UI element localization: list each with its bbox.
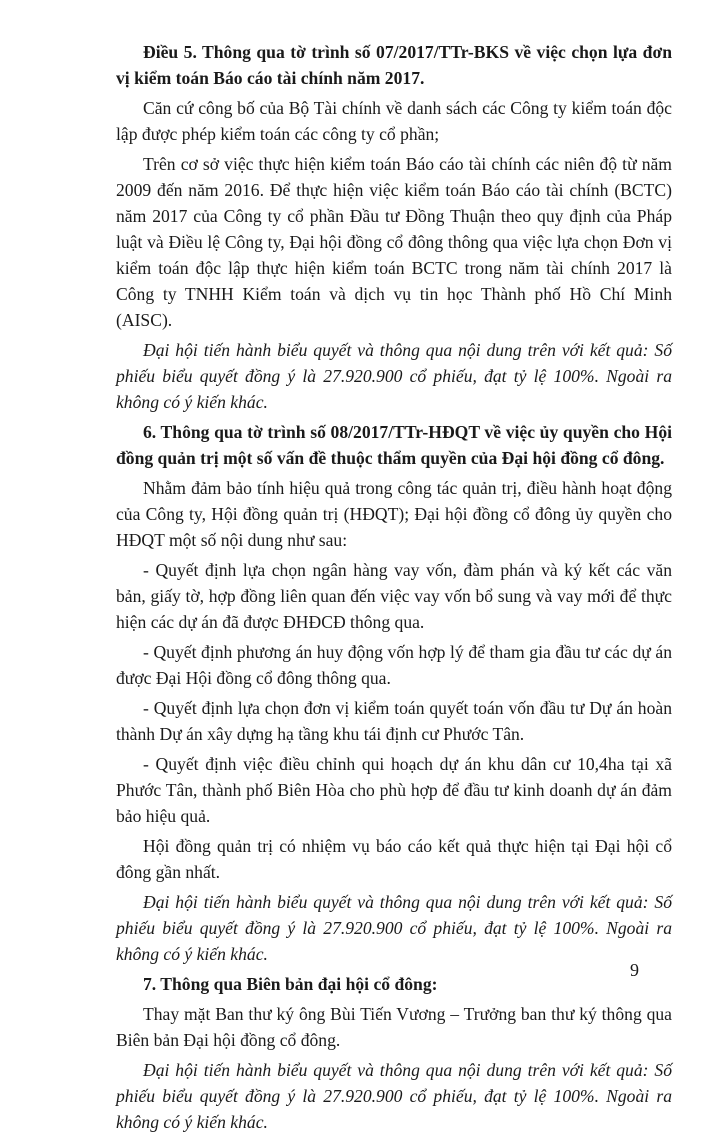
voting-result-6: Đại hội tiến hành biểu quyết và thông qua nội dung trên với kết quả: Số phiếu biểu quyết đồng ý là 27.920.900 cổ phiếu, đạt tỷ lệ 100%. Ngoài ra không có ý kiến khác. xyxy=(116,892,672,964)
voting-result-5: Đại hội tiến hành biểu quyết và thông qua nội dung trên với kết quả: Số phiếu biểu quyết đồng ý là 27.920.900 cổ phiếu, đạt tỷ lệ 100%. Ngoài ra không có ý kiến khác. xyxy=(116,340,672,412)
page-number: 9 xyxy=(630,960,639,980)
paragraph-basis: Căn cứ công bố của Bộ Tài chính về danh sách các Công ty kiểm toán độc lập được phép kiểm toán các công ty cổ phần; xyxy=(116,98,672,144)
section-7-heading: 7. Thông qua Biên bản đại hội cổ đông: xyxy=(143,974,438,994)
list-item-planning: - Quyết định việc điều chỉnh qui hoạch dự án khu dân cư 10,4ha tại xã Phước Tân, thành phố Biên Hòa cho phù hợp để đầu tư kinh doanh dự án đảm bảo hiệu quả. xyxy=(116,754,672,826)
document-body xyxy=(116,38,672,1139)
section-6-heading: 6. Thông qua tờ trình số 08/2017/TTr-HĐQT về việc ủy quyền cho Hội đồng quản trị một số vấn đề thuộc thẩm quyền của Đại hội đồng cổ đông. xyxy=(116,422,672,468)
list-item-audit-unit: - Quyết định lựa chọn đơn vị kiểm toán quyết toán vốn đầu tư Dự án hoàn thành Dự án xây dựng hạ tầng khu tái định cư Phước Tân. xyxy=(116,698,672,744)
paragraph-authorization: Nhằm đảm bảo tính hiệu quả trong công tác quản trị, điều hành hoạt động của Công ty, Hội đồng quản trị (HĐQT); Đại hội đồng cổ đông ủy quyền cho HĐQT một số nội dung như sau: xyxy=(116,478,672,550)
paragraph-board-duty: Hội đồng quản trị có nhiệm vụ báo cáo kết quả thực hiện tại Đại hội cổ đông gần nhất. xyxy=(116,836,672,882)
voting-result-7: Đại hội tiến hành biểu quyết và thông qua nội dung trên với kết quả: Số phiếu biểu quyết đồng ý là 27.920.900 cổ phiếu, đạt tỷ lệ 100%. Ngoài ra không có ý kiến khác. xyxy=(116,1060,672,1132)
list-item-capital: - Quyết định phương án huy động vốn hợp lý để tham gia đầu tư các dự án được Đại Hội đồng cổ đông thông qua. xyxy=(116,642,672,688)
paragraph-minutes: Thay mặt Ban thư ký ông Bùi Tiến Vương – Trưởng ban thư ký thông qua Biên bản Đại hội đồng cổ đông. xyxy=(116,1004,672,1050)
paragraph-audit-selection: Trên cơ sở việc thực hiện kiểm toán Báo cáo tài chính các niên độ từ năm 2009 đến năm 2016. Để thực hiện việc kiểm toán Báo cáo tài chính (BCTC) năm 2017 của Công ty cổ phần Đầu tư Đồng Thuận theo quy định của Pháp luật và Điều lệ Công ty, Đại hội đồng cổ đông thông qua việc lựa chọn Đơn vị kiểm toán độc lập thực hiện kiểm toán BCTC trong năm tài chính 2017 là Công ty TNHH Kiểm toán và dịch vụ tin học Thành phố Hồ Chí Minh (AISC). xyxy=(116,154,672,330)
article-5-heading: Điều 5. Thông qua tờ trình số 07/2017/TTr-BKS về việc chọn lựa đơn vị kiểm toán Báo cáo tài chính năm 2017. xyxy=(116,42,672,88)
list-item-bank-loan: - Quyết định lựa chọn ngân hàng vay vốn, đàm phán và ký kết các văn bản, giấy tờ, hợp đồng liên quan đến việc vay vốn bổ sung và vay mới để thực hiện các dự án đã được ĐHĐCĐ thông qua. xyxy=(116,560,672,632)
